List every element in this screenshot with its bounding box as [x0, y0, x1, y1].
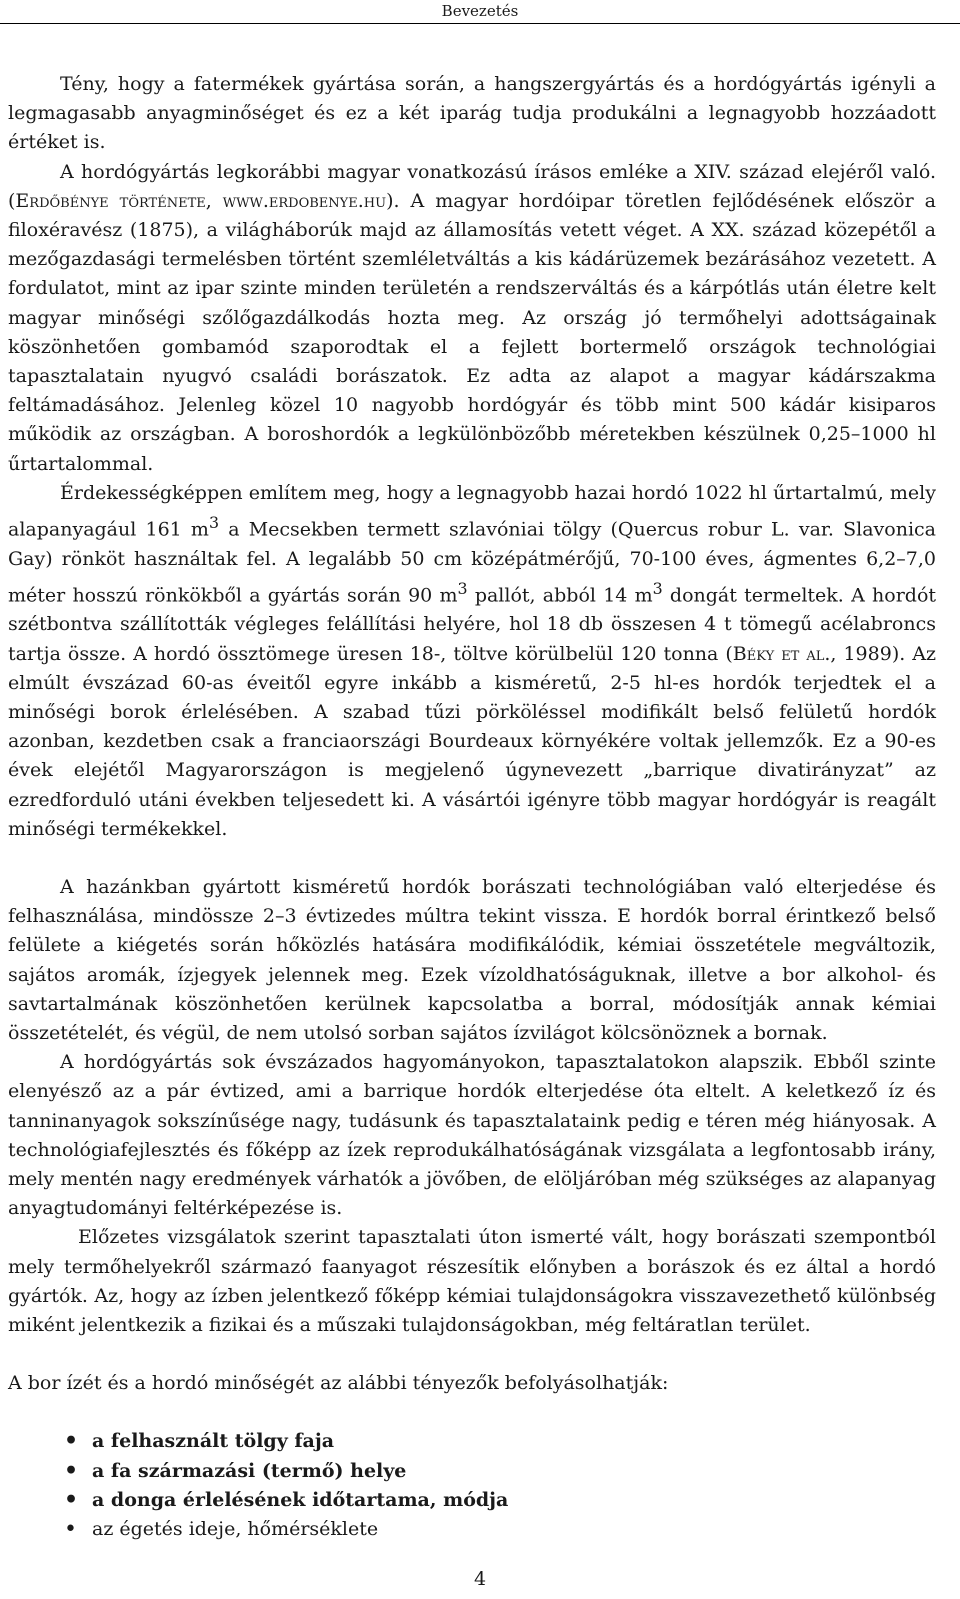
paragraph-small-barrels: A hazánkban gyártott kisméretű hordók borászati technológiában való elterjedése és felhasználása, mindössze 2–3 évtizedes múltra tekint vissza. E hordók borral érintkező belső felülete a kiégetés során hőközlés hatására modifikálódik, kémiai összetétele megváltozik, sajátos aromák, ízjegyek jelennek meg. Ezek vízoldhatóságuknak, illetve a bor alkohol- és savtartalmának köszönhetően kerülnek kapcsolatba a borral, módosítják annak kémiai összetételét, és végül, de nem utolsó sorban sajátos ízvilágot kölcsönöznek a bornak.: [8, 875, 936, 1044]
factors-list: [8, 1427, 936, 1544]
citation-beky: Béky et al.: [732, 642, 831, 665]
superscript: 3: [457, 578, 468, 598]
paragraph-largest-barrel: [8, 479, 936, 844]
list-item: • a fa származási (termő) helye: [8, 1457, 936, 1486]
barrel-text-a: Érdekességképpen említem meg, hogy a legnagyobb hazai hordó 1022 hl űrtartalmú, mely alapanyagául 161 m: [8, 481, 936, 541]
barrel-text-e: , 1989). Az elmúlt évszázad 60-as éveitől egyre inkább a kisméretű, 2-5 hl-es hordók terjedtek el a minőségi borok érlelésében. A szabad tűzi pörköléssel modifikált belső felületű hordók azonban, kezdetben csak a franciaországi Bourdeaux környékére voltak jellemzők. Ez a 90-es évek elejétől Magyarországon is megjelenő úgynevezett „barrique divatirányzat” az ezredforduló utáni években teljesedett ki. A vásártói igényre több magyar hordógyár is reagált minőségi termékekkel.: [8, 642, 936, 840]
paragraph-gap: [8, 844, 936, 873]
header-rule: [0, 23, 960, 24]
list-item: • a donga érlelésének időtartama, módja: [8, 1486, 936, 1515]
barrel-text-b: a Mecsekben termett szlavóniai tölgy (Quercus robur L. var. Slavonica Gay) rönköt használtak fel. A legalább 50 cm középátmérőjű, 70-100 éves, ágmentes 6,2–7,0 méter hosszú rönkökből a gyártás során 90 m: [8, 518, 937, 607]
list-item: • az égetés ideje, hőmérséklete: [8, 1515, 936, 1544]
superscript: 3: [208, 513, 220, 533]
list-item: • a felhasznált tölgy faja: [8, 1427, 936, 1456]
barrel-text-d: dongát termeltek. A hordót szétbontva szállították végleges felállítási helyére, hol 18 db összesen 4 t tömegű acélabroncs tartja össze. A hordó össztömege üresen 18-, töltve körülbelül 120 tonna (: [8, 584, 937, 665]
page-number: 4: [473, 1568, 487, 1590]
paragraph-gap: [8, 1340, 936, 1369]
paragraph-tradition: A hordógyártás sok évszázados hagyományokon, tapasztalatokon alapszik. Ebből szinte elenyésző az a pár évtized, ami a barrique hordók elterjedése óta eltelt. A keletkező íz és tanninanyagok sokszínűsége nagy, tudásunk és tapasztalataink pedig e téren még hiányosak. A technológiafejlesztés és főképp az ízek reprodukálhatóságának vizsgálata a legfontosabb irány, mely mentén nagy eredmények várhatók a jövőben, de elöljáróban még szükséges az alapanyag anyagtudományi feltérképezése is.: [8, 1051, 936, 1220]
history-text-a: A hordógyártás legkorábbi magyar vonatkozású írásos emléke a XIV. század elejéről való. (: [8, 160, 936, 212]
body-text: [8, 70, 936, 1544]
superscript: 3: [652, 578, 663, 598]
paragraph-history: [8, 158, 936, 479]
running-head: Bevezetés: [441, 2, 519, 20]
paragraph-preliminary: Előzetes vizsgálatok szerint tapasztalati úton ismerté vált, hogy borászati szempontból mely termőhelyekről származó faanyagot részesítik előnyben a borászok és ez által a hordó gyártók. Az, hogy az ízben jelentkező főképp kémiai tulajdonságokra visszavezethető különbség miként jelentkezik a fizikai és a műszaki tulajdonságokban, még feltáratlan terület.: [8, 1226, 936, 1336]
paragraph-gap: [8, 1398, 936, 1427]
citation-erdobenye: Erdőbénye története, www.erdobenye.hu: [15, 189, 387, 212]
barrel-text-c: pallót, abból 14 m: [467, 584, 653, 607]
history-text-b: ). A magyar hordóipar töretlen fejlődésének először a filoxéravész (1875), a világháborúk majd az államosítás vetett véget. A XX. század közepétől a mezőgazdasági termelésben történt szemléletváltás a kis kádárüzemek bezárásához vezetett. A fordulatot, mint az ipar szinte minden területén a rendszerváltás és a kárpótlás után életre kelt magyar minőségi szőlőgazdálkodás hozta meg. Az ország jó termőhelyi adottságainak köszönhetően gombamód szaporodtak el a fejlett bortermelő országok technológiai tapasztalatain nyugvó családi borászatok. Ez adta az alapot a magyar kádárszakma feltámadásához. Jelenleg közel 10 nagyobb hordógyár és több mint 500 kádár kisiparos működik az országban. A boroshordók a legkülönbözőbb méretekben készülnek 0,25–1000 hl űrtartalommal.: [8, 189, 937, 475]
paragraph-intro: Tény, hogy a fatermékek gyártása során, a hangszergyártás és a hordógyártás igényli a legmagasabb anyagminőséget és ez a két iparág tudja produkálni a legnagyobb hozzáadott értéket is.: [8, 73, 936, 154]
factors-intro: A bor ízét és a hordó minőségét az alábbi tényezők befolyásolhatják:: [8, 1372, 669, 1395]
